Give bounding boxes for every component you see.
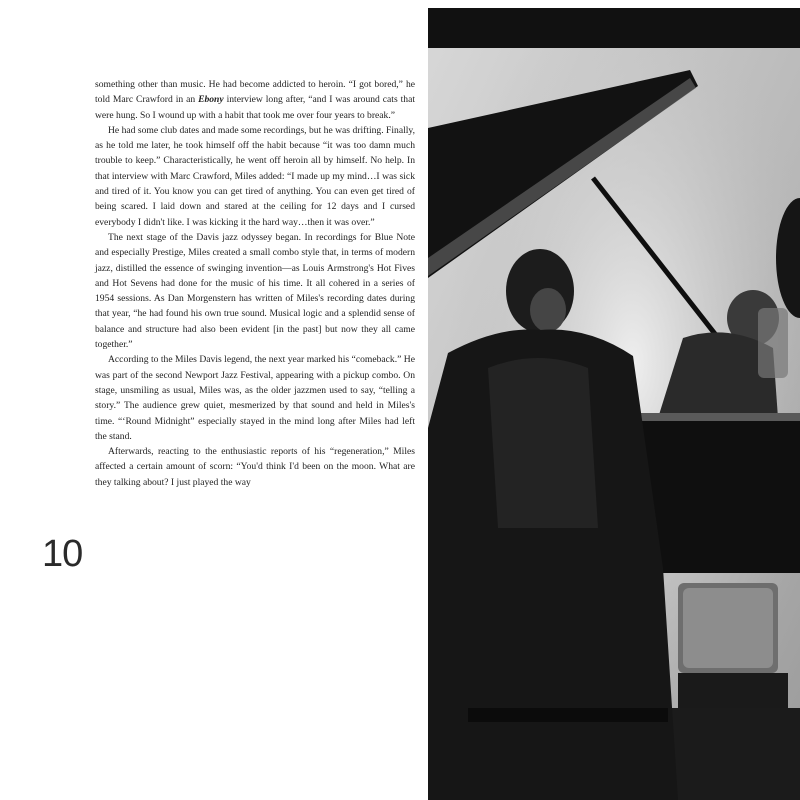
page-number: 10 xyxy=(42,533,83,575)
paragraph-p2 xyxy=(95,123,415,230)
paragraph-p4 xyxy=(95,352,415,444)
text-run: something other than music. He had become addicted to heroin. “I got bored,” he told Marc Crawford in an xyxy=(95,79,415,106)
paragraph-p1 xyxy=(95,77,415,123)
text-run: He had some club dates and made some recordings, but he was drifting. Finally, as he told me later, he took himself off the habit because “it was too damn much trouble to keep.” Characteristically, he went off heroin all by himself. No help. In that interview with Marc Crawford, Miles added: “I made up my mind…I was sick and tired of it. You know you can get tired of anything. You can even get tired of being scared. I laid down and stared at the ceiling for 12 days and I cursed everybody I didn't like. I was kicking it the hard way…then it was over.” xyxy=(95,124,415,228)
text-run: interview long after, “and I was around cats that were hung. So I wound up with a habit that took me over four years to break.” xyxy=(95,94,415,121)
body-text xyxy=(95,77,415,490)
pianist-photograph xyxy=(428,8,800,800)
paragraph-p3 xyxy=(95,230,415,352)
paragraph-p5 xyxy=(95,444,415,490)
text-run: The next stage of the Davis jazz odyssey began. In recordings for Blue Note and especially Prestige, Miles created a small combo style that, in terms of modern jazz, distilled the essence of swinging invention—as Louis Armstrong's Hot Fives and Hot Sevens had done for the music of his time. It all cohered in a series of 1954 sessions. As Dan Morgenstern has written of Miles's recording dates during that year, “he had found his own true sound. Musical logic and a splendid sense of balance and structure had also been evident [in the past] but now they all came together.” xyxy=(95,231,415,351)
text-run: According to the Miles Davis legend, the next year marked his “comeback.” He was part of the second Newport Jazz Festival, appearing with a pickup combo. On stage, unsmiling as usual, Miles was, as the older jazzmen used to say, “telling a story.” The audience grew quiet, mesmerized by that sound and held in Miles's time. “‘Round Midnight” especially stayed in the mind long after Miles had left the stand. xyxy=(95,354,415,442)
photo-illustration xyxy=(428,8,800,800)
text-run: Afterwards, reacting to the enthusiastic reports of his “regeneration,” Miles affected a certain amount of scorn: “You'd think I'd been on the moon. What are they talking about? I just played the way xyxy=(95,446,415,488)
magazine-title: Ebony xyxy=(198,94,224,106)
